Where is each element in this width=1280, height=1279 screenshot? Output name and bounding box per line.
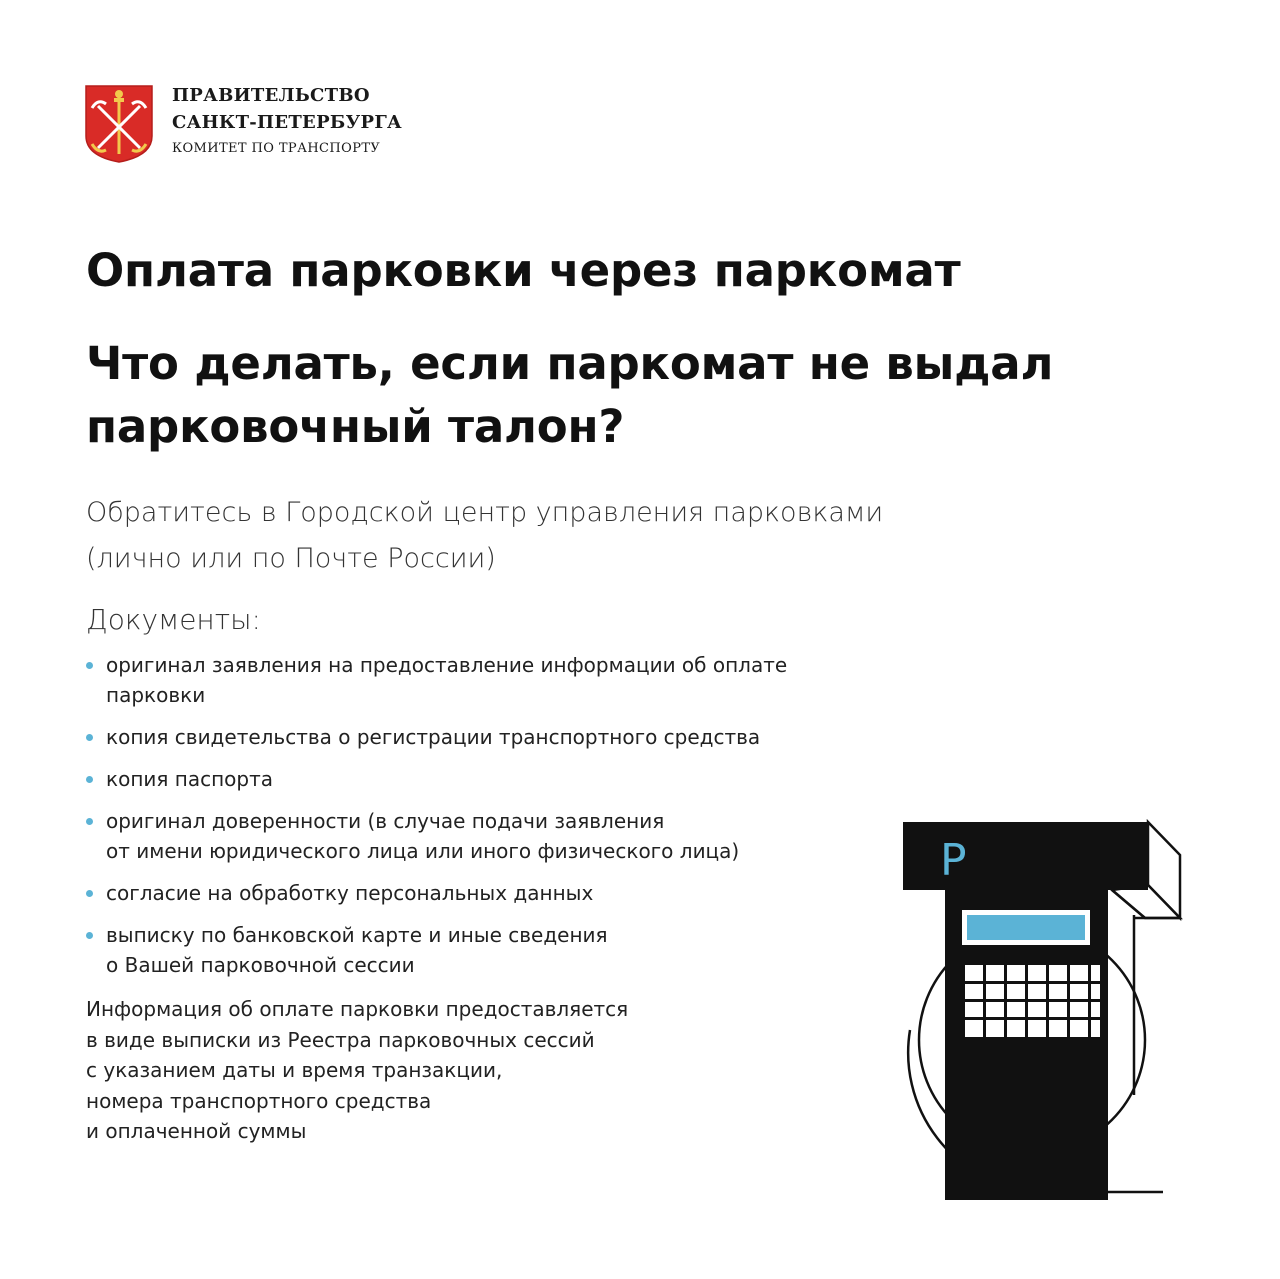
documents-list — [86, 650, 866, 992]
org-committee: КОМИТЕТ ПО ТРАНСПОРТУ — [172, 141, 381, 156]
list-item-text: оригинал заявления на предоставление информации об оплате парковки — [106, 653, 788, 707]
header-logo — [84, 84, 414, 164]
list-item-text-cont: о Вашей парковочной сессии — [106, 953, 415, 977]
note-line: в виде выписки из Реестра парковочных сессий — [86, 1027, 595, 1052]
org-name-line1: ПРАВИТЕЛЬСТВО — [172, 85, 370, 106]
list-item — [86, 722, 866, 752]
parking-sign-letter: P — [940, 835, 967, 886]
parking-meter-icon — [870, 815, 1190, 1200]
info-note — [86, 994, 786, 1147]
list-item-text: согласие на обработку персональных данных — [106, 881, 594, 905]
org-name-line2: САНКТ-ПЕТЕРБУРГА — [172, 112, 403, 133]
lead-line2: (лично или по Почте России) — [86, 543, 496, 574]
spb-coat-of-arms-icon — [84, 84, 154, 164]
documents-title: Документы: — [86, 603, 261, 636]
list-item-text: копия паспорта — [106, 767, 274, 791]
list-item-text-cont: от имени юридического лица или иного физического лица) — [106, 839, 740, 863]
list-item — [86, 806, 866, 866]
bullet-icon — [86, 662, 93, 669]
note-line: Информация об оплате парковки предоставляется — [86, 997, 629, 1021]
bullet-icon — [86, 818, 93, 825]
note-line: и оплаченной суммы — [86, 1119, 307, 1143]
list-item-text: копия свидетельства о регистрации транспортного средства — [106, 725, 761, 749]
list-item — [86, 878, 866, 908]
list-item — [86, 920, 866, 980]
note-line: номера транспортного средства — [86, 1088, 432, 1113]
list-item-text: оригинал доверенности (в случае подачи заявления — [106, 809, 665, 833]
bullet-icon — [86, 734, 93, 741]
note-line: с указанием даты и время транзакции, — [86, 1058, 503, 1082]
bullet-icon — [86, 890, 93, 897]
bullet-icon — [86, 932, 93, 939]
list-item-text: выписку по банковской карте и иные сведения — [106, 923, 608, 947]
page-title: Оплата парковки через паркомат — [86, 244, 961, 297]
page-subtitle: Что делать, если паркомат не выдал парковочный талон? — [86, 337, 1054, 453]
lead-text — [86, 490, 1086, 582]
lead-line1: Обратитесь в Городской центр управления парковками — [86, 497, 884, 528]
bullet-icon — [86, 776, 93, 783]
list-item — [86, 650, 866, 710]
list-item — [86, 764, 866, 794]
